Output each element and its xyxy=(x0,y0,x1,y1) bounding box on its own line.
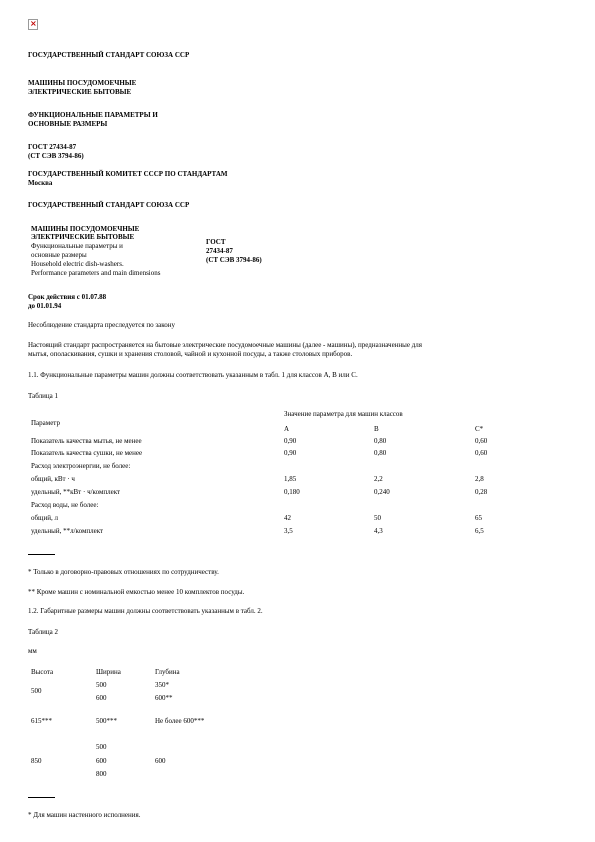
table1-row-label: общий, л xyxy=(31,514,58,522)
table1-row-label: общий, кВт · ч xyxy=(31,475,75,483)
table1-class-header: А xyxy=(284,425,290,433)
table2-cell: 600** xyxy=(155,694,173,702)
broken-image-icon: × xyxy=(30,19,37,28)
table2-header: Высота xyxy=(31,668,54,676)
block-english-title: Household electric dish-washers. xyxy=(31,260,124,268)
table1-cell: 4,3 xyxy=(374,527,383,535)
table1-cell: 0,28 xyxy=(475,488,488,496)
title-line: ЭЛЕКТРИЧЕСКИЕ БЫТОВЫЕ xyxy=(28,88,132,96)
table1-cell: 2,2 xyxy=(374,475,383,483)
standard-header: ГОСУДАРСТВЕННЫЙ СТАНДАРТ СОЮЗА ССР xyxy=(28,201,190,209)
block-subtitle-line: Функциональные параметры и xyxy=(31,242,123,250)
block-subtitle-line: основные размеры xyxy=(31,251,87,259)
table1-cell: 3,5 xyxy=(284,527,293,535)
footnote-divider xyxy=(28,797,55,798)
table1-row-label: Расход электроэнергии, не более: xyxy=(31,462,131,470)
table2-cell: 600 xyxy=(96,757,107,765)
table1-cell: 0,90 xyxy=(284,437,297,445)
table2-cell: 850 xyxy=(31,757,42,765)
block-code-line: 27434-87 xyxy=(206,247,233,255)
table1-cell: 0,180 xyxy=(284,488,300,496)
table2-cell: 500*** xyxy=(96,717,117,725)
footnote: * Только в договорно-правовых отношениях по сотрудничеству. xyxy=(28,568,219,576)
paragraph-1-1: 1.1. Функциональные параметры машин должны соответствовать указанным в табл. 1 для классов А, В или С. xyxy=(28,371,358,379)
standard-header: ГОСУДАРСТВЕННЫЙ СТАНДАРТ СОЮЗА ССР xyxy=(28,51,190,59)
table2-cell: 500 xyxy=(96,743,107,751)
table2-cell: 600 xyxy=(155,757,166,765)
table2-header: Глубина xyxy=(155,668,180,676)
block-title-line: ЭЛЕКТРИЧЕСКИЕ БЫТОВЫЕ xyxy=(31,233,135,241)
table2-cell: Не более 600*** xyxy=(155,717,205,725)
title-line: МАШИНЫ ПОСУДОМОЕЧНЫЕ xyxy=(28,79,137,87)
footnote: ** Кроме машин с номинальной емкостью менее 10 комплектов посуды. xyxy=(28,588,245,596)
subtitle-line: ОСНОВНЫЕ РАЗМЕРЫ xyxy=(28,120,108,128)
compliance-note: Несоблюдение стандарта преследуется по закону xyxy=(28,321,175,329)
table1-cell: 42 xyxy=(284,514,291,522)
table2-unit: мм xyxy=(28,647,37,655)
table1-cell: 0,60 xyxy=(475,449,488,457)
intro-paragraph: мытья, ополаскивания, сушки и хранения столовой, чайной и кухонной посуды, а также столовых приборов. xyxy=(28,350,353,358)
table1-cell: 0,90 xyxy=(284,449,297,457)
table1-row-label: удельный, **л/комплект xyxy=(31,527,104,535)
table1-cell: 1,85 xyxy=(284,475,297,483)
table1-cell: 65 xyxy=(475,514,482,522)
table1-param-header: Параметр xyxy=(31,419,60,427)
table1-row-label: удельный, **кВт · ч/комплект xyxy=(31,488,121,496)
table1-row-label: Расход воды, не более: xyxy=(31,501,99,509)
table1-cell: 0,80 xyxy=(374,449,387,457)
committee-name: ГОСУДАРСТВЕННЫЙ КОМИТЕТ СССР ПО СТАНДАРТАМ xyxy=(28,170,228,178)
table1-cell: 2,8 xyxy=(475,475,484,483)
table2-cell: 600 xyxy=(96,694,107,702)
table1-row-label: Показатель качества мытья, не менее xyxy=(31,437,142,445)
publication-city: Москва xyxy=(28,179,53,187)
table2-cell: 500 xyxy=(96,681,107,689)
table2-cell: 800 xyxy=(96,770,107,778)
table2-caption: Таблица 2 xyxy=(28,628,58,636)
table1-cell: 0,60 xyxy=(475,437,488,445)
table1-cell: 0,240 xyxy=(374,488,390,496)
table2-cell: 500 xyxy=(31,687,42,695)
table2-cell: 615*** xyxy=(31,717,52,725)
table1-group-header: Значение параметра для машин классов xyxy=(284,410,403,418)
table1-class-header: С* xyxy=(475,425,484,433)
table1-cell: 50 xyxy=(374,514,381,522)
block-english-title: Performance parameters and main dimensions xyxy=(31,269,161,277)
paragraph-1-2: 1.2. Габаритные размеры машин должны соответствовать указанным в табл. 2. xyxy=(28,607,263,615)
block-title-line: МАШИНЫ ПОСУДОМОЕЧНЫЕ xyxy=(31,225,140,233)
block-code-line: (СТ СЭВ 3794-86) xyxy=(206,256,262,264)
standard-code: ГОСТ 27434-87 xyxy=(28,143,77,151)
footnote-divider xyxy=(28,554,55,555)
validity-term: до 01.01.94 xyxy=(28,302,62,310)
block-code-line: ГОСТ xyxy=(206,238,226,246)
table1-cell: 6,5 xyxy=(475,527,484,535)
table1-row-label: Показатель качества сушки, не менее xyxy=(31,449,143,457)
table1-caption: Таблица 1 xyxy=(28,392,58,400)
table2-header: Ширина xyxy=(96,668,121,676)
standard-code-sev: (СТ СЭВ 3794-86) xyxy=(28,152,84,160)
validity-term: Срок действия с 01.07.88 xyxy=(28,293,107,301)
intro-paragraph: Настоящий стандарт распространяется на бытовые электрические посудомоечные машины (далее - машины), предназначенные для xyxy=(28,341,423,349)
table1-class-header: В xyxy=(374,425,379,433)
table2-cell: 350* xyxy=(155,681,169,689)
footnote: * Для машин настенного исполнения. xyxy=(28,811,141,819)
table1-cell: 0,80 xyxy=(374,437,387,445)
subtitle-line: ФУНКЦИОНАЛЬНЫЕ ПАРАМЕТРЫ И xyxy=(28,111,158,119)
